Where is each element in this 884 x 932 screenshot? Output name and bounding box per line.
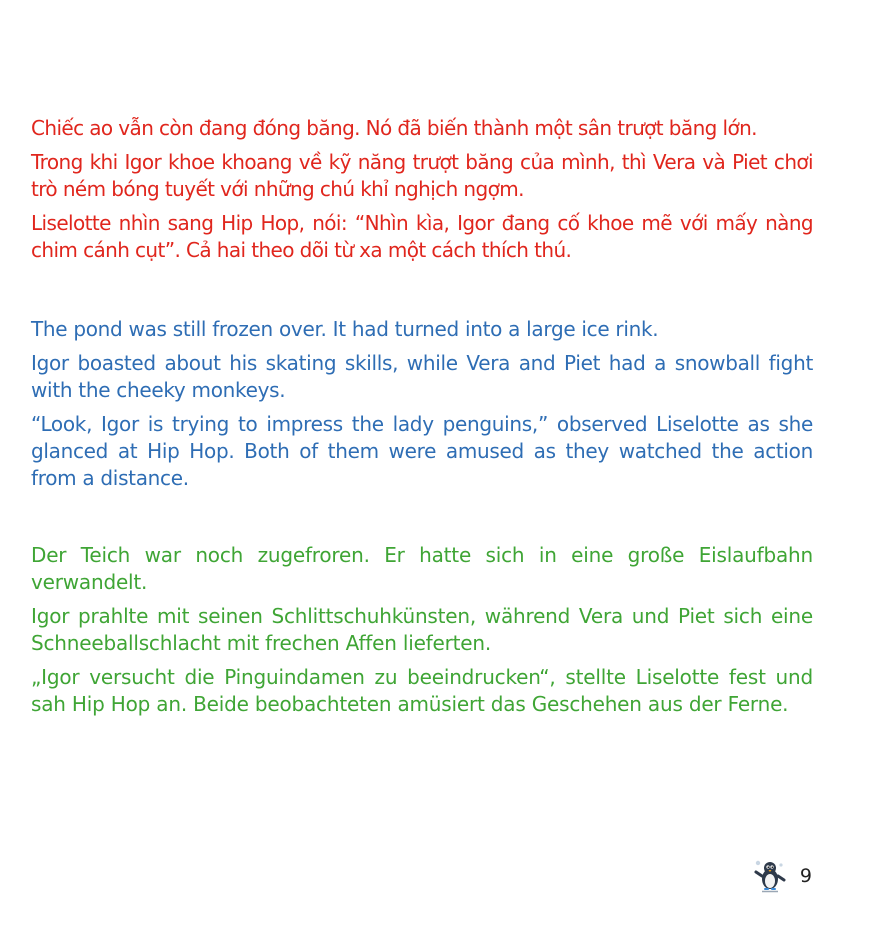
german-paragraph: Der Teich war noch zugefroren. Er hatte sich in eine große Eislaufbahn verwandelt. — [31, 543, 813, 594]
english-paragraph: Igor boasted about his skating skills, while Vera and Piet had a snowball fight with the cheeky monkeys. — [31, 351, 813, 402]
german-text-block — [31, 542, 813, 718]
german-paragraph: „Igor versucht die Pinguindamen zu beeindrucken“, stellte Liselotte fest und sah Hip Hop an. Beide beobachteten amüsiert das Geschehen aus der Ferne. — [31, 665, 813, 716]
english-paragraph: “Look, Igor is trying to impress the lady penguins,” observed Liselotte as she glanced at Hip Hop. Both of them were amused as they watched the action from a distance. — [31, 412, 813, 490]
skating-penguin-icon — [752, 858, 788, 894]
vietnamese-paragraph: Chiếc ao vẫn còn đang đóng băng. Nó đã biến thành một sân trượt băng lớn. — [31, 116, 757, 140]
vietnamese-paragraph: Liselotte nhìn sang Hip Hop, nói: “Nhìn kìa, Igor đang cố khoe mẽ với mấy nàng chim cánh cụt”. Cả hai theo dõi từ xa một cách thích thú. — [31, 211, 813, 262]
vietnamese-text-block — [31, 115, 813, 264]
english-paragraph: The pond was still frozen over. It had turned into a large ice rink. — [31, 317, 659, 341]
page-footer — [752, 858, 812, 894]
vietnamese-paragraph: Trong khi Igor khoe khoang về kỹ năng trượt băng của mình, thì Vera và Piet chơi trò ném bóng tuyết với những chú khỉ nghịch ngợm. — [31, 150, 813, 201]
page-number: 9 — [799, 865, 812, 887]
page-content — [31, 115, 813, 725]
german-paragraph: Igor prahlte mit seinen Schlittschuhkünsten, während Vera und Piet sich eine Schneeballschlacht mit frechen Affen lieferten. — [31, 604, 813, 655]
english-text-block — [31, 316, 813, 492]
